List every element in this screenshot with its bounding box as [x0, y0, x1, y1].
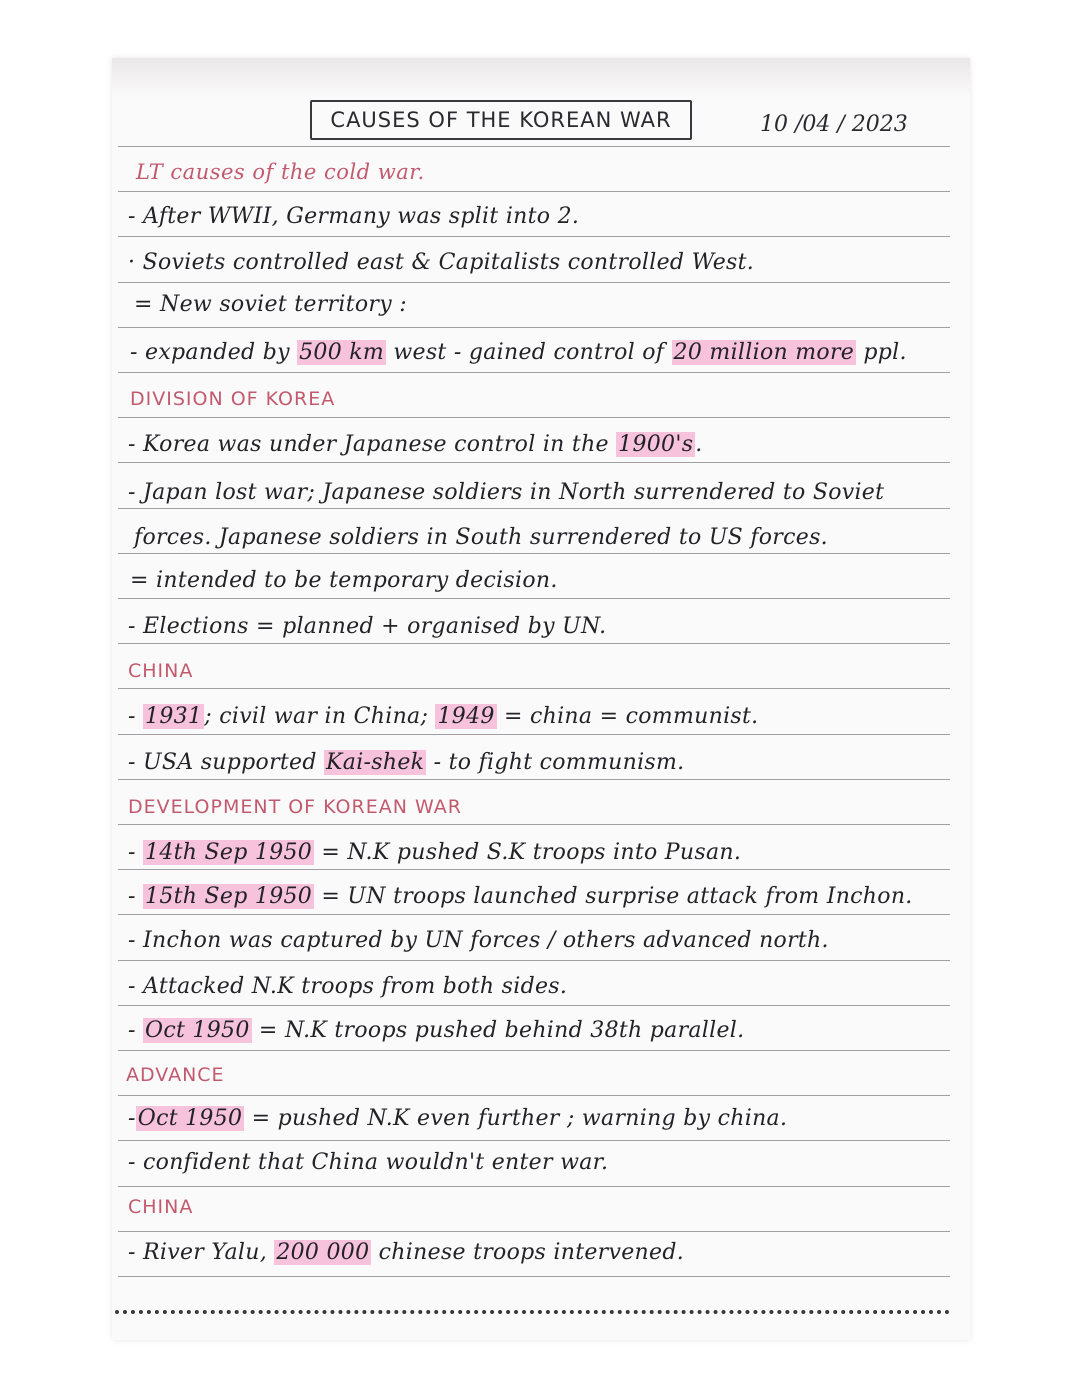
section-heading-development: DEVELOPMENT OF KOREAN WAR: [128, 796, 462, 818]
ruled-line: [118, 236, 950, 237]
section-heading-advance: ADVANCE: [126, 1064, 225, 1086]
highlight: 14th Sep 1950: [145, 840, 313, 865]
ruled-line: [118, 1140, 950, 1141]
ruled-line: [118, 1186, 950, 1187]
text-segment: .: [695, 432, 703, 457]
ruled-line: [118, 779, 950, 780]
ruled-line: [118, 1005, 950, 1006]
highlight: 1931: [145, 704, 203, 729]
ruled-line: [118, 191, 950, 192]
text-segment: ; civil war in China;: [204, 704, 436, 729]
highlight: 15th Sep 1950: [145, 884, 313, 909]
ruled-line: [118, 1050, 950, 1051]
note-line: - confident that China wouldn't enter war.: [128, 1150, 609, 1175]
section-heading-china-2: CHINA: [128, 1196, 194, 1218]
note-line: [128, 1240, 684, 1265]
title-box: [310, 100, 692, 140]
ruled-line: [118, 462, 950, 463]
ruled-line: [118, 146, 950, 147]
ruled-line: [118, 1095, 950, 1096]
note-line: [128, 1018, 744, 1043]
text-segment: -: [128, 704, 144, 729]
text-segment: west - gained control of: [386, 340, 672, 365]
text-segment: = UN troops launched surprise attack from Inchon.: [314, 884, 913, 909]
highlight: 500 km: [299, 340, 385, 365]
note-line: [128, 750, 684, 775]
section-heading-cold-war: LT causes of the cold war.: [136, 160, 425, 184]
ruled-line: [118, 372, 950, 373]
highlight: 1949: [437, 704, 495, 729]
text-segment: = china = communist.: [496, 704, 759, 729]
text-segment: - expanded by: [130, 340, 298, 365]
highlight: 200 000: [276, 1240, 370, 1265]
ruled-line: [118, 824, 950, 825]
note-line: = New soviet territory :: [134, 292, 407, 317]
note-line: [130, 340, 907, 365]
text-segment: = N.K pushed S.K troops into Pusan.: [314, 840, 742, 865]
highlight: Oct 1950: [145, 1018, 250, 1043]
note-line: [128, 884, 913, 909]
note-line: - Elections = planned + organised by UN.: [128, 614, 607, 639]
dotted-divider: [115, 1300, 950, 1314]
note-line: forces. Japanese soldiers in South surrendered to US forces.: [134, 525, 828, 550]
text-segment: -: [128, 884, 144, 909]
note-line: [128, 432, 703, 457]
note-line: [128, 1106, 787, 1131]
note-line: - After WWII, Germany was split into 2.: [128, 204, 580, 229]
ruled-line: [118, 1231, 950, 1232]
section-heading-division-of-korea: DIVISION OF KOREA: [130, 388, 336, 410]
text-segment: - Korea was under Japanese control in the: [128, 432, 617, 457]
text-segment: - to fight communism.: [426, 750, 685, 775]
text-segment: -: [128, 1018, 144, 1043]
text-segment: - USA supported: [128, 750, 325, 775]
page-date: 10 /04 / 2023: [760, 112, 908, 137]
ruled-line: [118, 598, 950, 599]
ruled-line: [118, 1276, 950, 1277]
text-segment: -: [128, 1106, 136, 1131]
ruled-line: [118, 327, 950, 328]
highlight: 20 million more: [673, 340, 855, 365]
ruled-line: [118, 643, 950, 644]
page-shadow: [112, 58, 970, 98]
note-line: = intended to be temporary decision.: [130, 568, 558, 593]
note-line: [128, 704, 758, 729]
text-segment: -: [128, 840, 144, 865]
note-line: - Inchon was captured by UN forces / others advanced north.: [128, 928, 829, 953]
text-segment: - River Yalu,: [128, 1240, 275, 1265]
ruled-line: [118, 508, 950, 509]
page-title: CAUSES OF THE KOREAN WAR: [330, 108, 672, 132]
note-line: [128, 840, 741, 865]
ruled-line: [118, 553, 950, 554]
text-segment: = N.K troops pushed behind 38th parallel.: [251, 1018, 745, 1043]
text-segment: chinese troops intervened.: [371, 1240, 685, 1265]
ruled-line: [118, 688, 950, 689]
text-segment: ppl.: [856, 340, 907, 365]
highlight: 1900's: [618, 432, 694, 457]
ruled-line: [118, 914, 950, 915]
note-line: - Japan lost war; Japanese soldiers in North surrendered to Soviet: [128, 480, 885, 505]
ruled-line: [118, 869, 950, 870]
highlight: Kai-shek: [326, 750, 425, 775]
ruled-line: [118, 960, 950, 961]
section-heading-china: CHINA: [128, 660, 194, 682]
ruled-line: [118, 417, 950, 418]
ruled-line: [118, 734, 950, 735]
highlight: Oct 1950: [137, 1106, 243, 1131]
text-segment: = pushed N.K even further ; warning by china.: [244, 1106, 788, 1131]
note-line: · Soviets controlled east & Capitalists controlled West.: [128, 250, 755, 275]
ruled-line: [118, 282, 950, 283]
note-line: - Attacked N.K troops from both sides.: [128, 974, 568, 999]
